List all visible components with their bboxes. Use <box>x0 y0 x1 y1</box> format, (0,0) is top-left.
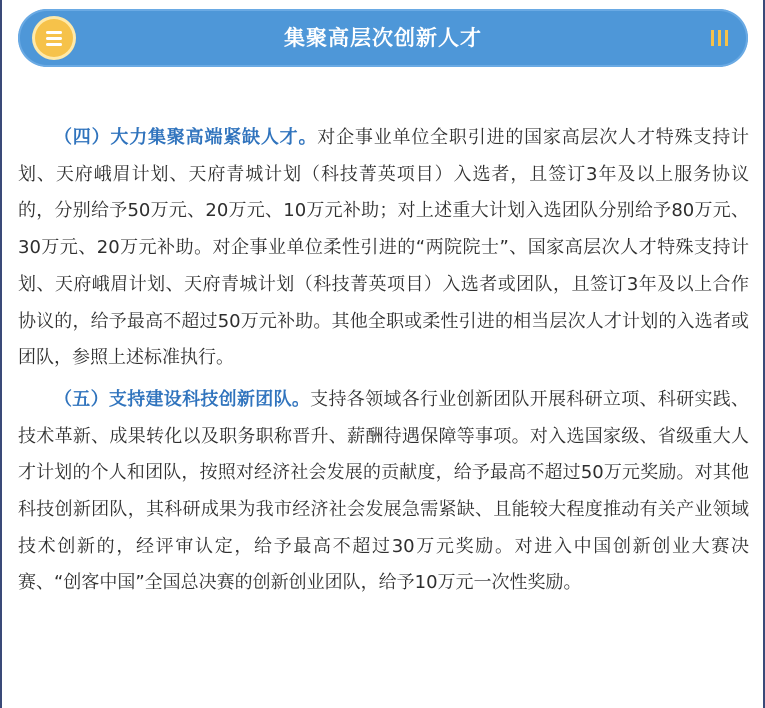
paragraph-text: 支持各领域各行业创新团队开展科研立项、科研实践、技术革新、成果转化以及职务职称晋升、薪酬待遇保障等事项。对入选国家级、省级重大人才计划的个人和团队，按照对经济社会发展的贡献度，给予最高不超过50万元奖励。对其他科技创新团队，其科研成果为我市经济社会发展急需紧缺、且能较大程度推动有关产业领域技术创新的，经评审认定，给予最高不超过30万元奖励。对进入中国创新创业大赛决赛、“创客中国”全国总决赛的创新创业团队，给予10万元一次性奖励。 <box>18 388 750 594</box>
paragraph-five <box>18 382 749 602</box>
paragraph-text: 对企事业单位全职引进的国家高层次人才特殊支持计划、天府峨眉计划、天府青城计划（科技菁英项目）入选者，且签订3年及以上服务协议的，分别给予50万元、20万元、10万元补助；对上述重大计划入选团队分别给予80万元、30万元、20万元补助。对企事业单位柔性引进的“两院院士”、国家高层次人才特殊支持计划、天府峨眉计划、天府青城计划（科技菁英项目）入选者或团队，且签订3年及以上合作协议的，给予最高不超过50万元补助。其他全职或柔性引进的相当层次人才计划的入选者或团队，参照上述标准执行。 <box>18 127 750 369</box>
paragraph-heading: （四）大力集聚高端紧缺人才。 <box>54 127 318 148</box>
triple-bar-icon <box>707 30 728 46</box>
deco-bar <box>725 30 728 46</box>
section-title: 集聚高层次创新人才 <box>284 26 482 50</box>
paragraph-heading: （五）支持建设科技创新团队。 <box>54 388 311 410</box>
deco-bar <box>711 30 714 46</box>
paragraph-four <box>18 120 749 377</box>
article-body <box>18 120 749 607</box>
section-header-bar <box>18 9 748 67</box>
deco-bar <box>718 30 721 46</box>
